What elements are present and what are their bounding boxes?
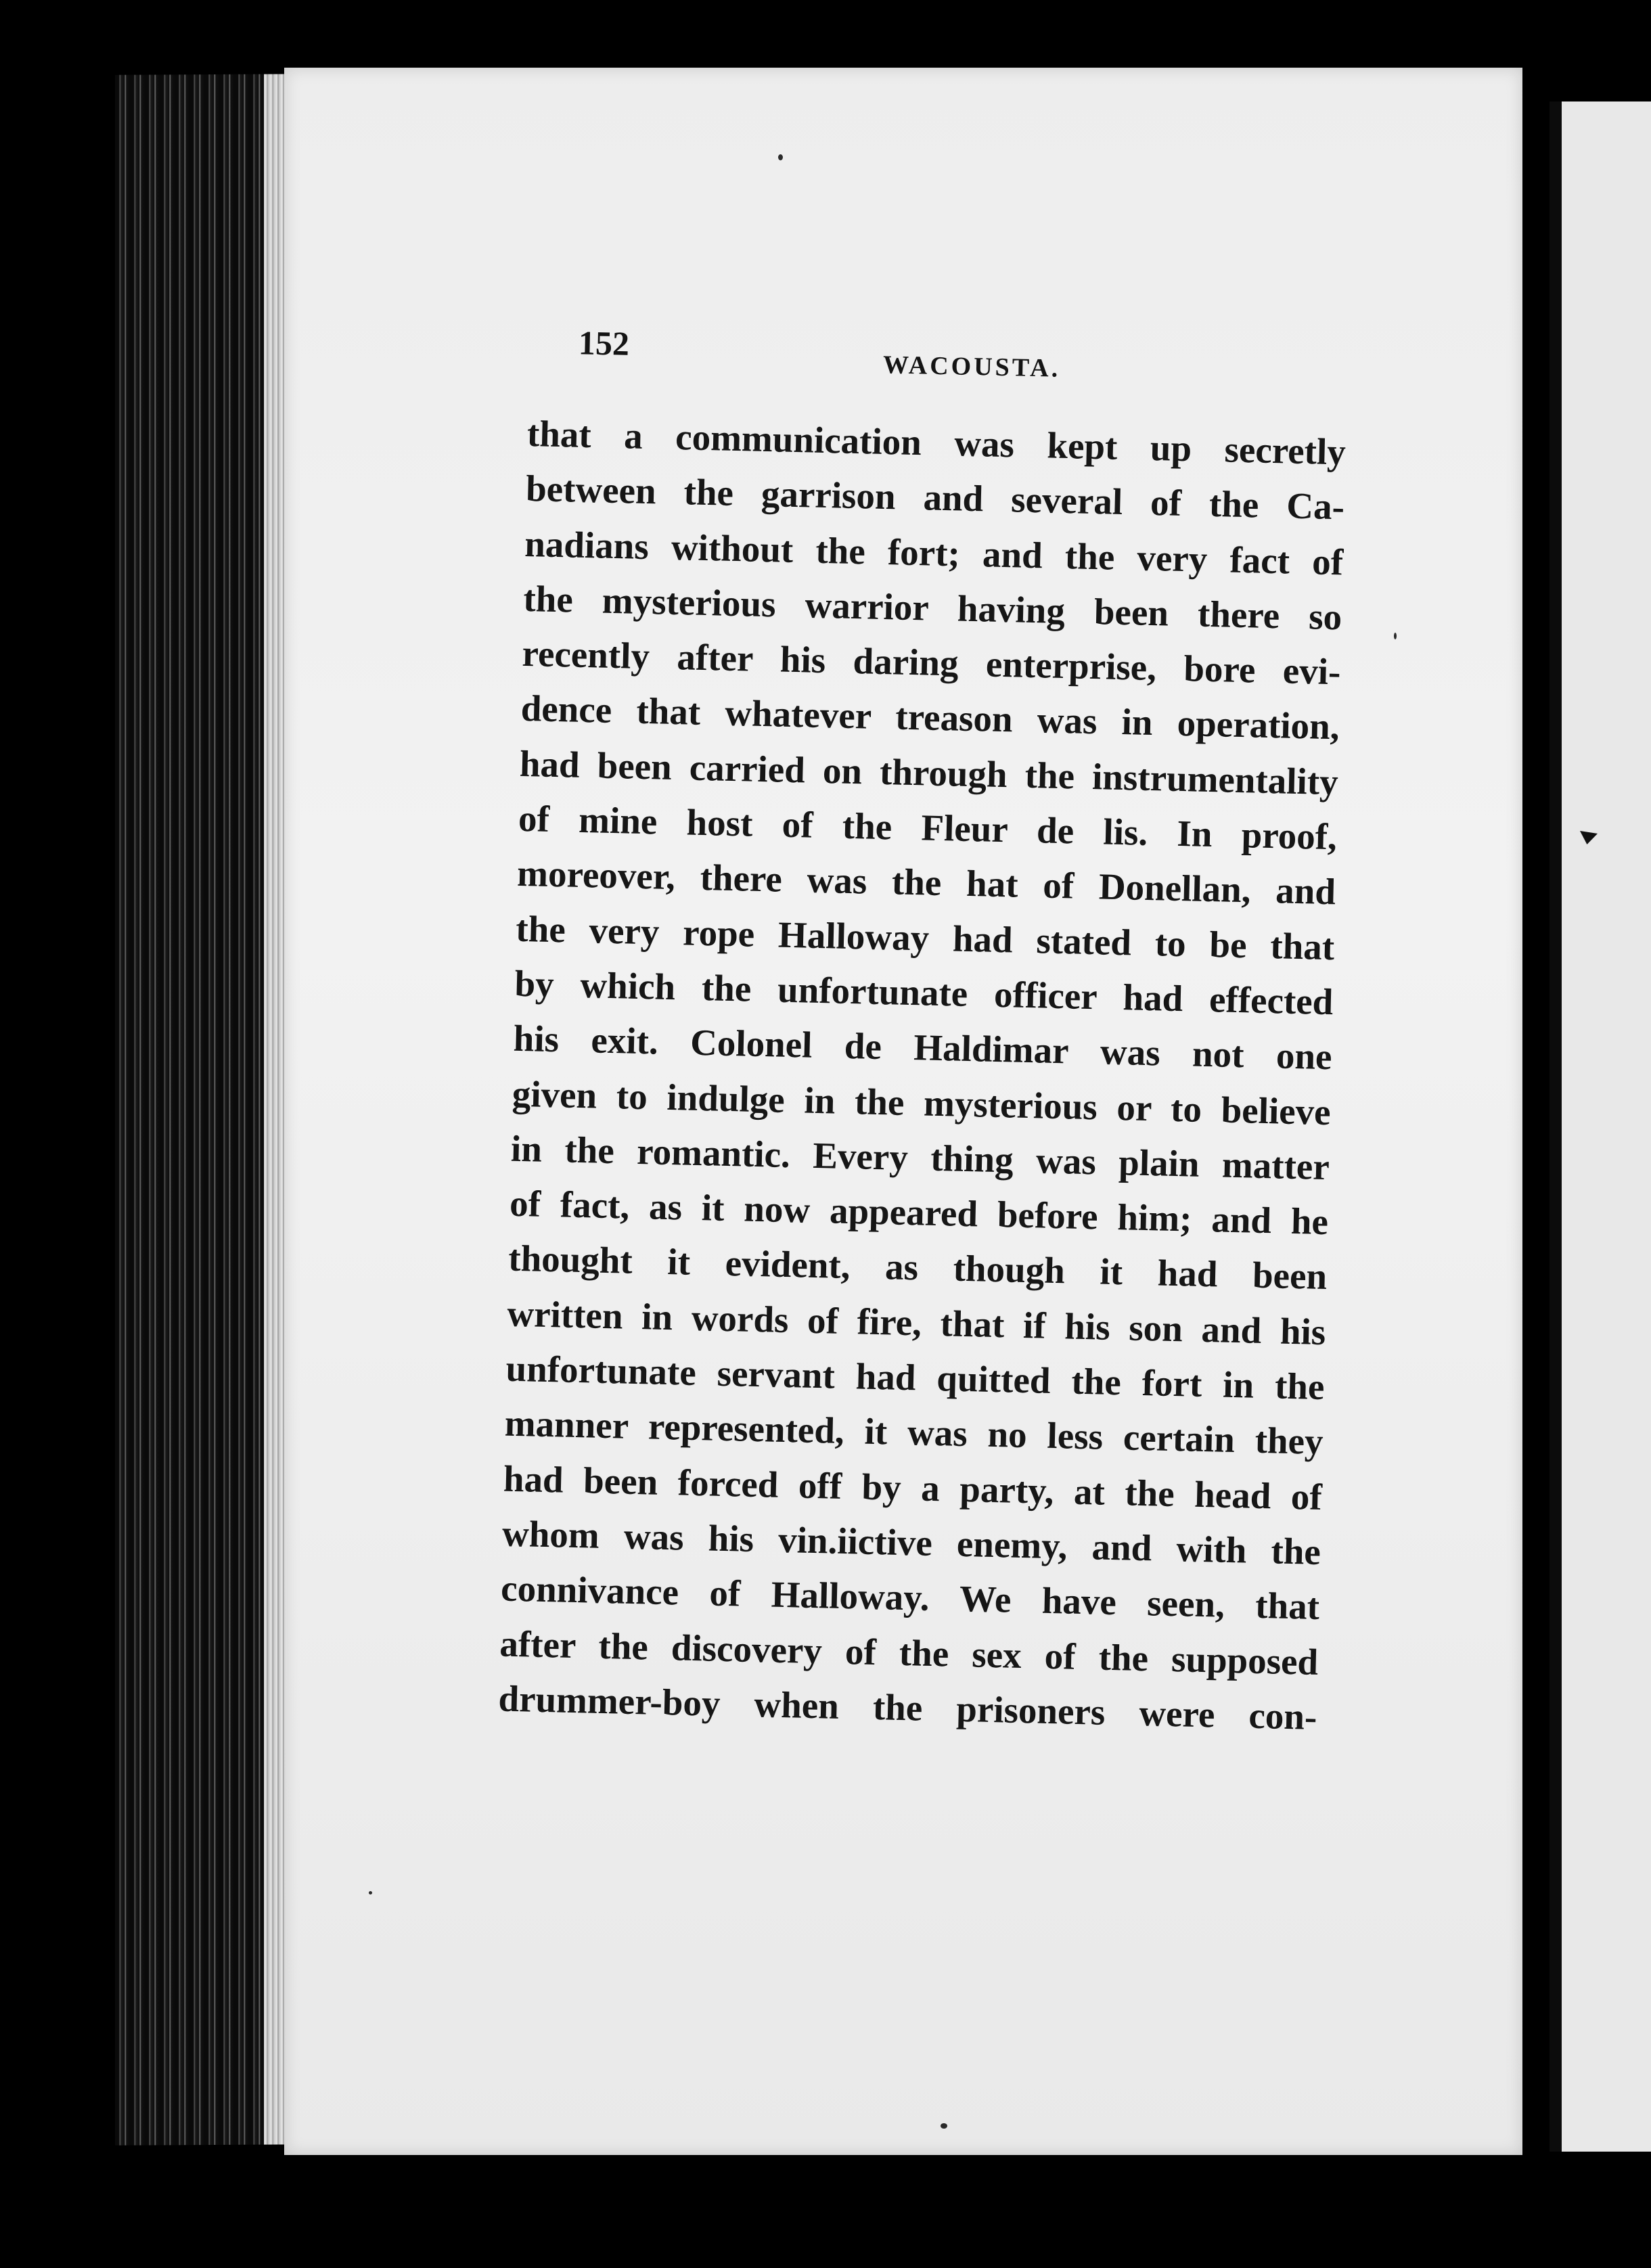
text-line: nadians without the fort; and the very fact of <box>524 522 1344 583</box>
text-line: had been forced off by a party, at the head of <box>503 1457 1323 1518</box>
running-title: WACOUSTA. <box>882 350 1061 383</box>
text-line: written in words of fire, that if his son and his <box>506 1292 1326 1353</box>
text-line: dence that whatever treason was in operation, <box>520 687 1340 748</box>
text-line: whom was his vin.iictive enemy, and with the <box>501 1512 1321 1572</box>
scan-speck <box>778 154 783 160</box>
text-line: his exit. Colonel de Haldimar was not one <box>513 1018 1333 1078</box>
scan-speck <box>369 1891 372 1895</box>
text-line: had been carried on through the instrumentality <box>519 742 1339 803</box>
text-line: between the garrison and several of the Ca- <box>525 468 1345 528</box>
text-line: the mysterious warrior having been there so <box>522 577 1342 638</box>
text-line: unfortunate servant had quitted the fort in the <box>505 1347 1326 1408</box>
text-line: given to indulge in the mysterious or to believe <box>512 1072 1332 1133</box>
text-line: drummer-boy when the prisoners were con- <box>497 1677 1318 1738</box>
text-line: thought it evident, as though it had been <box>507 1238 1328 1298</box>
text-line: that a communication was kept up secretly <box>526 412 1347 473</box>
text-line: the very rope Halloway had stated to be that <box>515 907 1335 968</box>
scan-speck <box>1394 633 1397 639</box>
text-line: recently after his daring enterprise, bore evi- <box>522 633 1342 693</box>
text-line: of mine host of the Fleur de lis. In proof, <box>518 797 1338 858</box>
text-line: connivance of Halloway. We have seen, that <box>500 1567 1320 1628</box>
page-number: 152 <box>578 323 630 363</box>
text-line: in the romantic. Every thing was plain matter <box>510 1127 1330 1188</box>
text-line: after the discovery of the sex of the supposed <box>499 1623 1319 1683</box>
text-line: manner represented, it was no less certain they <box>504 1402 1324 1463</box>
text-line: moreover, there was the hat of Donellan, and <box>516 853 1336 913</box>
body-text <box>498 406 1347 1744</box>
text-line: by which the unfortunate officer had effected <box>514 962 1334 1023</box>
scan-speck <box>941 2123 947 2129</box>
text-line: of fact, as it now appeared before him; and he <box>509 1182 1329 1243</box>
